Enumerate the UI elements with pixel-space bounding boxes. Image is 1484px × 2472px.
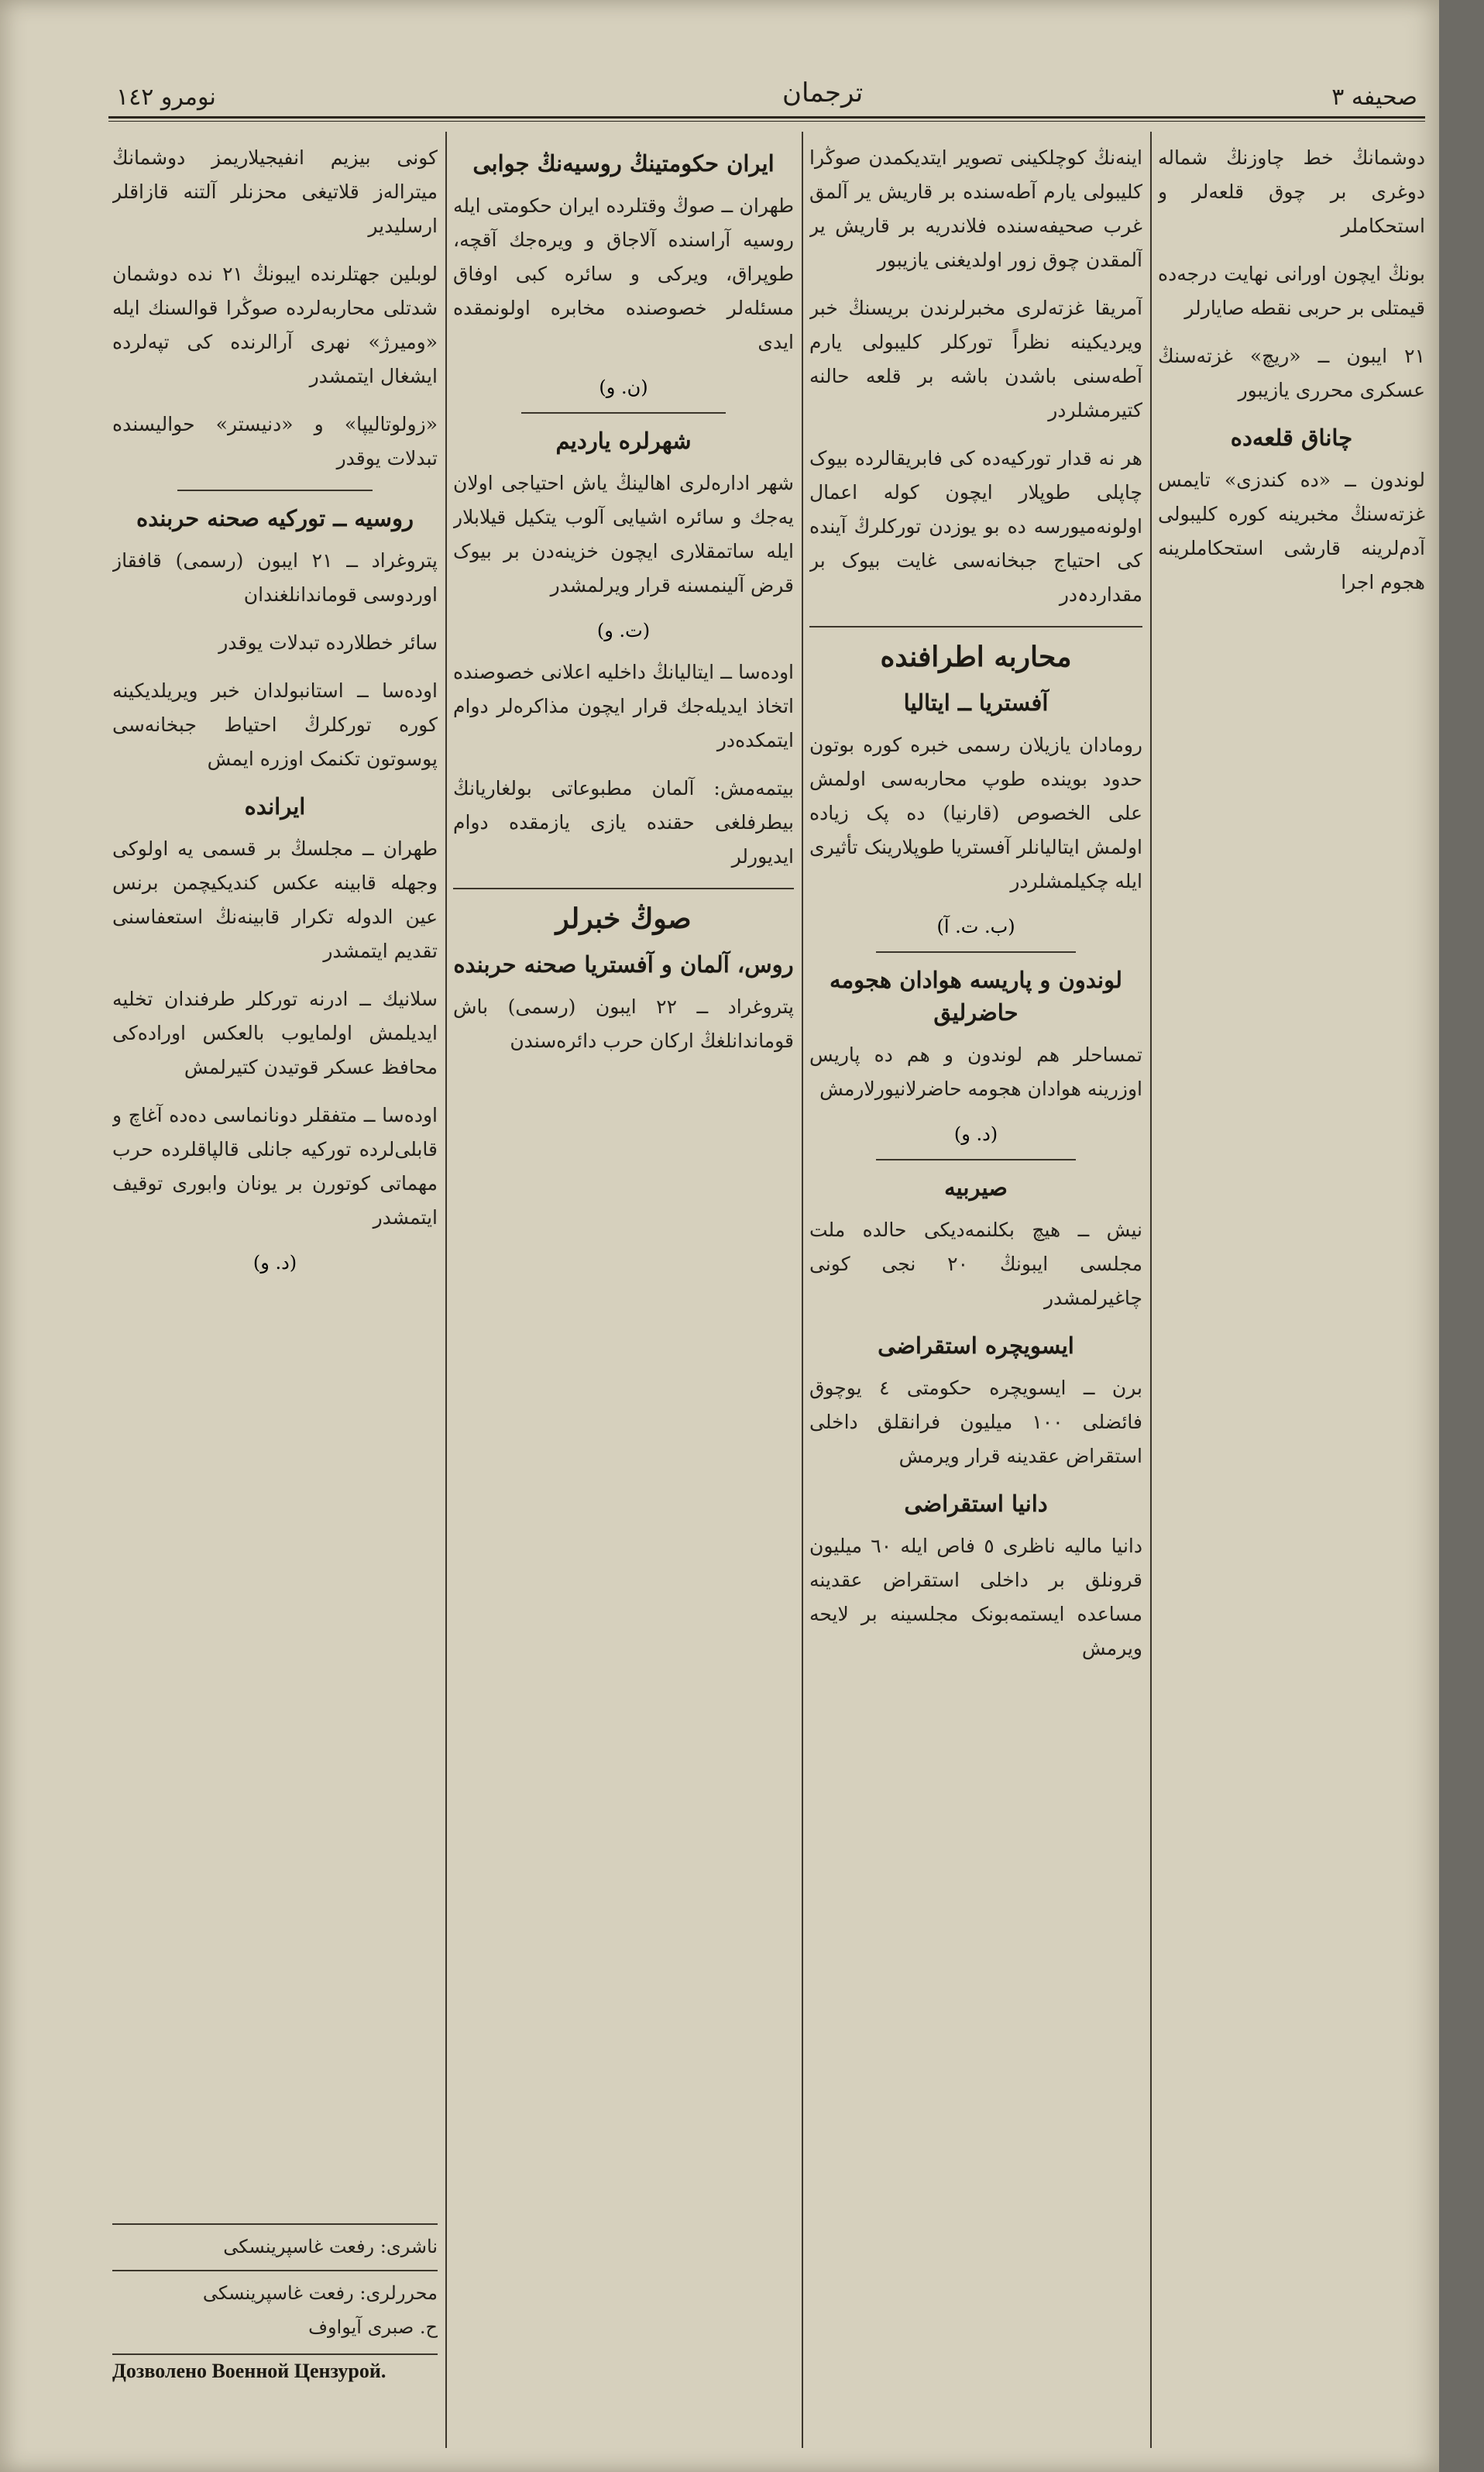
article-signature: (ن. و) bbox=[599, 376, 648, 398]
header-rule-thin bbox=[108, 121, 1425, 122]
section-heading: صوڭ خبرلر bbox=[555, 903, 692, 935]
article-paragraph: طهران ــ صوڭ وقتلرده ایران حکومتی ایله روسیه آراسنده آلاجاق و ویره‌جك آقچه، طوپراق، ویرکی و سائره کبی اوفاق مسئله‌لر خصوصنده مخابره اولونمقده ایدی bbox=[453, 194, 794, 353]
article-paragraph: آمریقا غزته‌لری مخبرلرندن بریسنڭ خبر ویردیکینه نظراً تورکلر کلیبولی یارم آطه‌سنی باشدن باشه بر قلعه حالنه کتیرمشلردر bbox=[809, 297, 1142, 421]
article-heading: ایسویچره استقراضی bbox=[878, 1332, 1074, 1359]
article-paragraph: هر نه قدار تورکیه‌ده کی فابریقالرده بیوک چاپلی طوپلار ایچون کوله اعمال اولونه‌میورسه ده بو یوزدن تورکلرڭ آینده کی احتیاج جبخانه‌سی غایت بیوک بر مقداردہ‌در bbox=[809, 447, 1142, 606]
section-divider bbox=[453, 888, 794, 889]
article-paragraph: سلانیك ــ ادرنه تورکلر طرفندان تخلیه ایدیلمش اولمایوب بالعکس اوراده‌کی محافظ عسکر قوتیدن کتیرلمش bbox=[112, 988, 438, 1078]
article-heading: شهرلره یاردیم bbox=[555, 428, 692, 454]
article-heading: لوندون و پاریسه هوادان هجومه حاضرلیق bbox=[830, 967, 1122, 1026]
publisher-line bbox=[112, 2223, 438, 2264]
article-subheading: روس، آلمان و آفستریا صحنه حربنده bbox=[453, 951, 794, 978]
article-paragraph: پتروغراد ــ ۲۲ ایبون (رسمی) باش قوماندانلغڭ اركان حرب دائره‌سندن bbox=[453, 995, 794, 1052]
article-heading: ایران حکومتینڭ روسیه‌نڭ جوابی bbox=[472, 150, 775, 177]
section-divider bbox=[809, 626, 1142, 627]
section-heading: محاربه اطرافنده bbox=[880, 641, 1072, 673]
editor-name: رفعت غاسپرینسکی bbox=[202, 2282, 354, 2304]
article-signature: (د. و) bbox=[252, 1252, 297, 1274]
page-edge bbox=[1439, 0, 1484, 2472]
article-paragraph: تمساحلر هم لوندون و هم ده پاریس اوزرینه هوادان هجومه حاضرلانیورلارمش bbox=[809, 1043, 1142, 1100]
censor-note: Дозволено Военной Цензурой. bbox=[112, 2353, 438, 2383]
header-rule bbox=[108, 116, 1425, 119]
article-paragraph: کونی بیزیم انفیجیلاریمز دوشمانڭ میتراله‌ز قلاتیغی محزنلر آلتنه قازاقلر ارسلیدیر bbox=[112, 146, 438, 237]
article-divider bbox=[177, 490, 373, 491]
article-paragraph: اینه‌نڭ کوچلکینی تصویر ایتدیکمدن صوڭرا کلیبولی یارم آطه‌سنده بر قاریش یر آلمق غرب صحیفه‌سنده فلاندریه بر قاریش یر آلمقدن چوق زور اولدیغنی یازیبور bbox=[809, 146, 1142, 271]
article-paragraph: بونڭ ایچون اورانی نهایت درجه‌ده قیمتلی بر حربی نقطه صایارلر bbox=[1158, 263, 1425, 319]
publisher-name: رفعت غاسپرینسکی bbox=[223, 2236, 375, 2257]
imprint-footer bbox=[112, 2217, 438, 2383]
column-divider-3 bbox=[445, 132, 447, 2448]
article-paragraph: شهر اداره‌لری اهالینڭ یاش احتیاجی اولان یه‌جك و سائره اشیایی آلوب یتکیل قیلابلار ایله ساتمقلاری ایچون خزینه‌دن بر بیوک قرض آلینمسنه قرار ویرلمشدر bbox=[453, 472, 794, 597]
article-paragraph: رومادان یازیلان رسمی خبره کوره بوتون حدود بوینده طوپ محاربه‌سی اولمش علی الخصوص (قارنیا) ده پک زیاده اولمش ایتالیانلر آفستریا طوپلارینک تأثیری ایله چکیلمشلردر bbox=[809, 734, 1142, 892]
editor-name: ح. صبری آیواوف bbox=[308, 2316, 438, 2338]
article-paragraph: اوده‌سا ــ متفقلر دونانماسی ده‌ده آغاچ و قابلی‌لرده تورکیه جانلی قالپاقلرده حرب مهماتی کوتورن بر یونان وابوری توقیف ایتمشدر bbox=[112, 1104, 438, 1229]
article-heading: روسیه ــ تورکیه صحنه حربنده bbox=[136, 505, 414, 531]
article-paragraph: لوندون ــ «ده کندزی» تایمس غزته‌سنڭ مخبرینه کوره کلیبولی آدم‌لرینه قارشی استحکاملرینه هجوم اجرا bbox=[1158, 469, 1425, 593]
article-divider bbox=[521, 412, 726, 414]
article-paragraph: سائر خطلارده تبدلات یوقدر bbox=[218, 631, 438, 654]
article-paragraph: لوبلین جهتلرنده ایبونڭ ۲۱ نده دوشمان شدتلی محاربه‌لرده صوڭرا قوالسنك ایله «ومیرژ» نهری آرالرنده کی تپه‌لرده ایشغال ایتمشدر bbox=[112, 263, 438, 387]
publisher-label: ناشری: bbox=[380, 2236, 438, 2257]
article-paragraph: اوده‌سا ــ استانبولدان خبر ویریلدیکینه کوره تورکلرڭ احتیاط جبخانه‌سی پوسوتون تکنمک اوزره ایمش bbox=[112, 679, 438, 770]
article-heading: ایرانده bbox=[244, 793, 306, 820]
article-paragraph: دانیا مالیه ناظری ٥ فاص ایله ٦٠ میلیون قرونلق بر داخلی استقراض عقدینه مساعده ایستمه‌بونک مجلسینه بر لایحه ویرمش bbox=[809, 1535, 1142, 1659]
article-subheading: آفستریا ــ ایتالیا bbox=[903, 689, 1049, 716]
article-paragraph: نیش ــ هیچ بکلنمه‌دیکی حالده ملت مجلسی ایبونڭ ۲۰ نجی کونی چاغیرلمشدر bbox=[809, 1219, 1142, 1309]
column-divider-1 bbox=[1150, 132, 1152, 2448]
column-1 bbox=[1158, 141, 1425, 2450]
page-header bbox=[101, 77, 1417, 132]
article-signature: (ت. و) bbox=[596, 620, 651, 641]
editors-block bbox=[112, 2270, 438, 2344]
article-signature: (د. و) bbox=[953, 1123, 998, 1145]
column-3 bbox=[453, 141, 794, 2450]
article-paragraph: دوشمانڭ خط چاوزنڭ شماله دوغری بر چوق قلعه‌لر و استحکاملر bbox=[1158, 146, 1425, 237]
article-paragraph: اوده‌سا ــ ایتالیانڭ داخلیه اعلانی خصوصنده اتخاذ ایدیله‌جك قرار ایچون مذاکره‌لر دوام ایتمکده‌در bbox=[453, 661, 794, 751]
article-signature: (ب. ت. آ) bbox=[936, 916, 1015, 937]
column-divider-2 bbox=[802, 132, 803, 2448]
article-divider bbox=[876, 951, 1076, 953]
column-2 bbox=[809, 141, 1142, 2450]
article-paragraph: بیتمه‌مش: آلمان مطبوعاتی بولغاریانڭ بیطرفلغی حقنده یازی یازمقده دوام ایدیورلر bbox=[453, 777, 794, 868]
article-heading: صیربیه bbox=[944, 1174, 1008, 1201]
editors-label: محررلری: bbox=[359, 2282, 438, 2304]
article-paragraph: برن ــ ایسویچره حکومتی ٤ یوچوق فائضلی ١٠٠ میلیون فرانقلق داخلی استقراض عقدینه قرار ویرمش bbox=[809, 1377, 1142, 1467]
article-paragraph: «زولوتالیپا» و «دنیستر» حوالیسنده تبدلات یوقدر bbox=[112, 413, 438, 469]
article-heading: دانیا استقراضی bbox=[904, 1490, 1048, 1517]
article-paragraph: ۲۱ ایبون ــ «ریچ» غزته‌سنڭ عسکری محرری یازیبور bbox=[1158, 345, 1425, 401]
article-heading: چاناق قلعه‌ده bbox=[1230, 425, 1353, 451]
article-paragraph: طهران ــ مجلسڭ بر قسمی یه اولوکی وجهله قابینه عکس کندیکیچمن برنس عین الدوله تکرار قابینه‌نڭ استعفاسنی تقدیم ایتمشدر bbox=[112, 837, 438, 962]
article-divider bbox=[876, 1159, 1076, 1160]
masthead-title: ترجمان bbox=[782, 77, 864, 108]
issue-number: نومرو ١٤٢ bbox=[116, 84, 216, 111]
column-4 bbox=[112, 141, 438, 2450]
page-label: صحیفه ۳ bbox=[1331, 84, 1417, 111]
article-paragraph: پتروغراد ــ ۲۱ ایبون (رسمی) قافقاز اوردوسی قوماندانلغندان bbox=[112, 549, 438, 606]
